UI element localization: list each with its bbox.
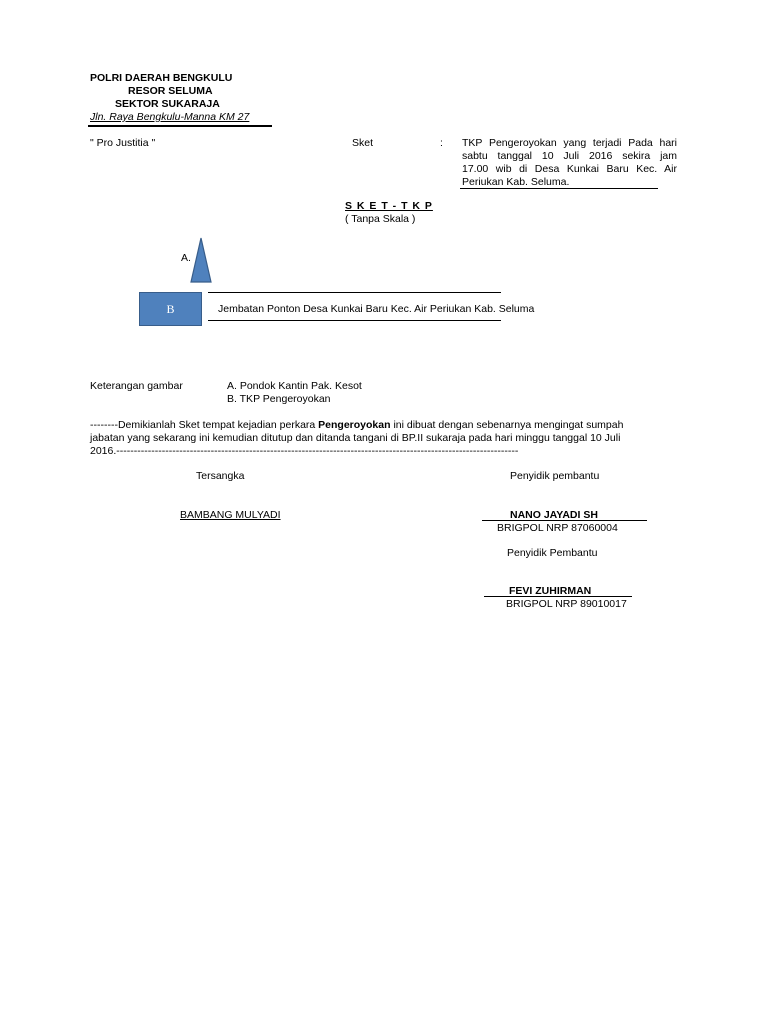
description-line-1 [462, 137, 677, 150]
description-text-3: 17.00 wib di Desa Kunkai Baru Kec. Air [462, 163, 677, 175]
legend-item-a: A. Pondok Kantin Pak. Kesot [227, 380, 362, 392]
sketch-title: S K E T - T K P [345, 200, 433, 212]
signature-right-nrp-1: BRIGPOL NRP 87060004 [497, 522, 618, 534]
description-text-1: TKP Pengeroyokan yang terjadi Pada hari [462, 137, 677, 149]
legend-label: Keterangan gambar [90, 380, 183, 392]
sket-label: Sket [352, 137, 374, 149]
statement-line-1-bold: Pengeroyokan [318, 419, 391, 431]
description-line-4: Periukan Kab. Seluma. [462, 176, 570, 188]
description-line-3 [462, 163, 677, 176]
description-text-2: sabtu tanggal 10 Juli 2016 sekira jam [462, 150, 677, 162]
bridge-label: Jembatan Ponton Desa Kunkai Baru Kec. Air Periukan Kab. Seluma [218, 303, 535, 315]
tkp-box-b: B [139, 292, 202, 326]
signature-right-nrp-2: BRIGPOL NRP 89010017 [506, 598, 627, 610]
statement-line-3: 2016.------------------------------------------------------------------------------------------------------------------- [90, 445, 519, 457]
agency-line-3: SEKTOR SUKARAJA [115, 98, 220, 110]
pro-justitia: " Pro Justitia " [90, 137, 156, 149]
signature-right-name-2: FEVI ZUHIRMAN [509, 585, 592, 597]
statement-line-2: jabatan yang sekarang ini kemudian ditutup dan ditanda tangani di BP.II sukaraja pada hari minggu tanggal 10 Juli [90, 432, 621, 444]
signature-right-name-1: NANO JAYADI SH [510, 509, 598, 521]
description-underline [460, 188, 658, 189]
signature-right-name-2-underline [484, 596, 632, 597]
bridge-bottom-line [208, 320, 501, 321]
statement-line-1 [90, 419, 678, 432]
legend-item-b: B. TKP Pengeroyokan [227, 393, 331, 405]
signature-right-title-2: Penyidik Pembantu [507, 547, 598, 559]
statement-line-1-pre: --------Demikianlah Sket tempat kejadian perkara [90, 419, 319, 431]
agency-line-1: POLRI DAERAH BENGKULU [90, 72, 233, 84]
kantin-marker-triangle [190, 236, 214, 284]
statement-line-1-post: ini dibuat dengan sebenarnya mengingat sumpah [390, 419, 624, 431]
description-line-2 [462, 150, 677, 163]
label-a: A. [181, 252, 191, 264]
header-underline [88, 125, 272, 127]
signature-right-name-1-underline [482, 520, 647, 521]
agency-line-2: RESOR SELUMA [128, 85, 213, 97]
sketch-subtitle: ( Tanpa Skala ) [345, 213, 416, 225]
agency-address: Jln. Raya Bengkulu-Manna KM 27 [90, 111, 250, 123]
signature-right-title: Penyidik pembantu [510, 470, 600, 482]
sket-colon: : [440, 137, 443, 149]
bridge-top-line [208, 292, 501, 293]
signature-left-name: BAMBANG MULYADI [180, 509, 281, 521]
signature-left-title: Tersangka [196, 470, 245, 482]
